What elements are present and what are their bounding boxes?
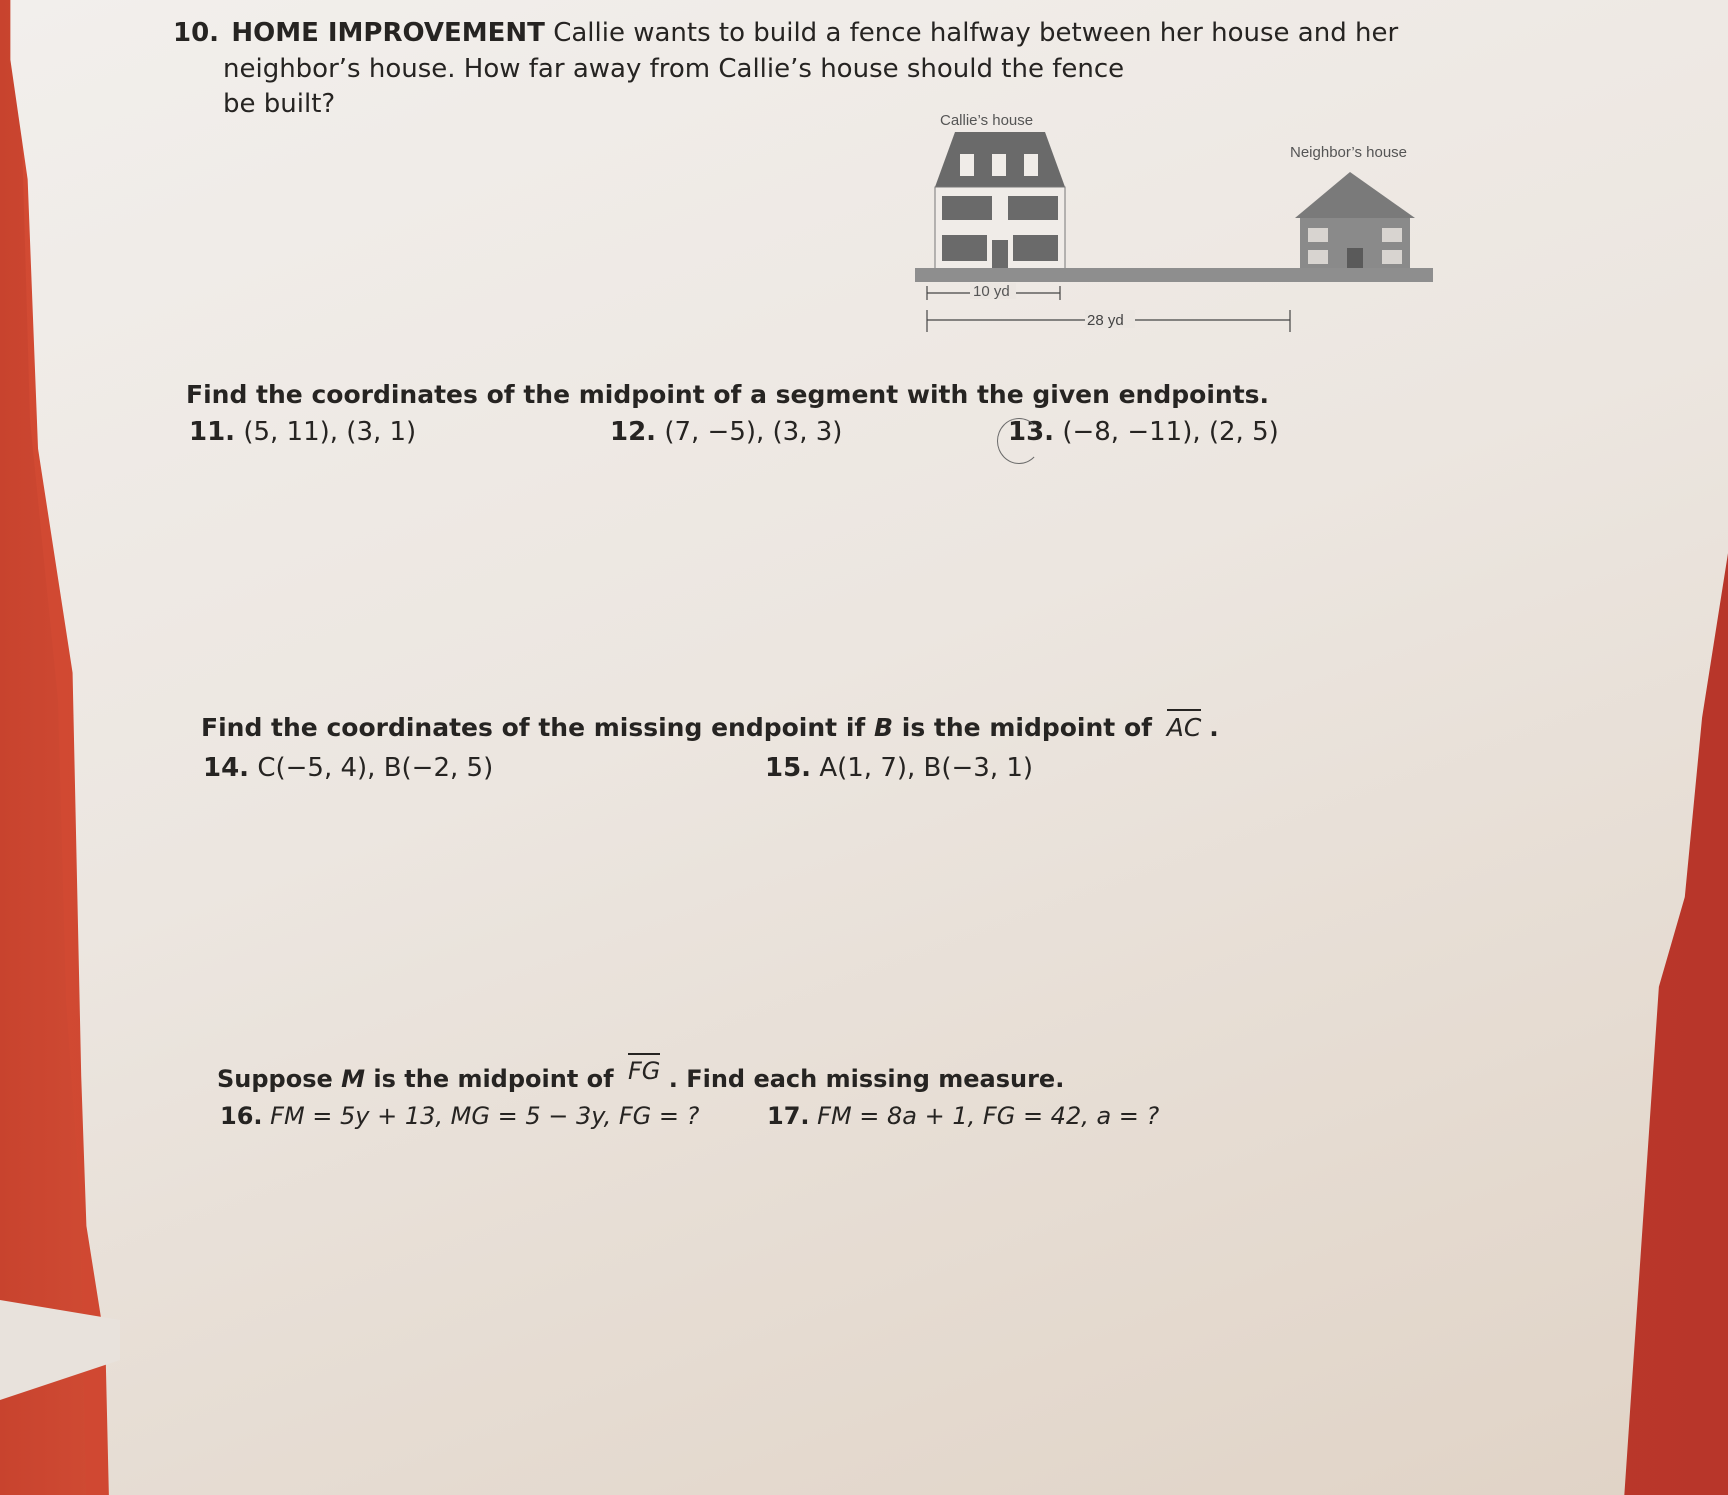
endpoint-instruction [201,713,1219,742]
problem-text: FM = 5y + 13, MG = 5 − 3y, FG = ? [270,1102,700,1130]
neighbor-house-label: Neighbor’s house [1290,144,1408,161]
problem-text: (7, −5), (3, 3) [664,417,843,447]
problem-title: HOME IMPROVEMENT [231,18,545,48]
segment-ac: AC [1166,713,1202,742]
measure-instruction [217,1057,1065,1093]
instruction-tail: . Find each missing measure. [668,1065,1065,1093]
problem-13 [1008,417,1279,447]
problem-number: 10. [173,18,220,48]
distance-measure [927,310,1290,332]
problem-14 [203,753,493,783]
callie-house-icon [935,132,1065,269]
width-measure [927,283,1060,300]
midpoint-variable: M [341,1065,366,1093]
neighbor-house-icon [1295,172,1415,270]
midpoint-variable: B [874,713,894,742]
problem-number: 11. [189,417,236,447]
midpoint-instruction: Find the coordinates of the midpoint of a segment with the given endpoints. [186,380,1270,409]
problem-text: A(1, 7), B(−3, 1) [819,753,1034,783]
houses-diagram [900,100,1440,340]
problem-number: 17. [767,1102,810,1130]
problem-10-line2: neighbor’s house. How far away from Callie’s house should the fence [223,54,1125,84]
problem-text: (−8, −11), (2, 5) [1062,417,1279,447]
problem-text: (5, 11), (3, 1) [243,417,417,447]
instruction-intro: Suppose [217,1065,333,1093]
problem-10-line3: be built? [223,89,336,119]
problem-10-line1 [173,18,1398,48]
callie-house-label: Callie’s house [940,112,1034,129]
problem-11 [189,417,416,447]
segment-fg: FG [627,1057,661,1085]
problem-17 [767,1102,1159,1130]
problem-number: 16. [220,1102,263,1130]
problem-text: Callie wants to build a fence halfway between her house and her [553,18,1399,48]
problem-number: 13. [1008,417,1055,447]
width-label: 10 yd [973,283,1010,300]
problem-number: 14. [203,753,250,783]
problem-text: FM = 8a + 1, FG = 42, a = ? [817,1102,1160,1130]
problem-16 [220,1102,699,1130]
distance-label: 28 yd [1087,312,1124,329]
instruction-mid: is the midpoint of [373,1065,614,1093]
pencil-circle-mark [997,418,1041,464]
problem-15 [765,753,1033,783]
problem-text: C(−5, 4), B(−2, 5) [257,753,494,783]
ground-strip [915,268,1433,282]
problem-number: 15. [765,753,812,783]
instruction-start: Find the coordinates of the missing endpoint if [201,713,866,742]
instruction-mid: is the midpoint of [901,713,1153,742]
problem-number: 12. [610,417,657,447]
instruction-period: . [1209,713,1219,742]
problem-12 [610,417,842,447]
